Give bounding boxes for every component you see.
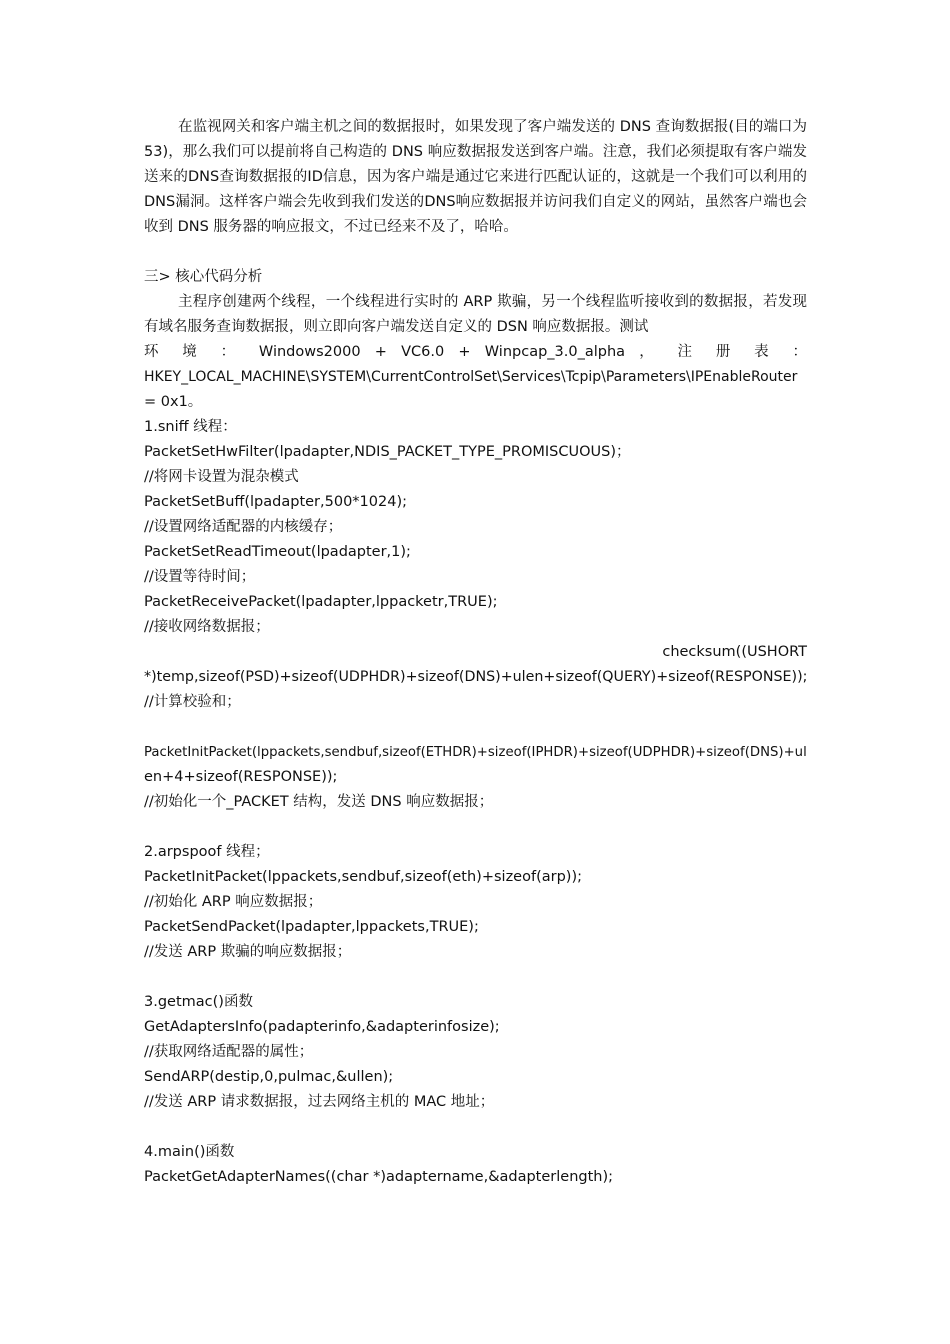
code-comment: //获取网络适配器的属性； xyxy=(144,1044,314,1060)
blank-line xyxy=(144,240,807,265)
getmac-function-title: 3.getmac()函数 xyxy=(144,994,253,1010)
paragraph-main-program: 主程序创建两个线程，一个线程进行实时的 ARP 欺骗，另一个线程监听接收到的数据报，若发现有域名服务查询数据报，则立即向客户端发送自定义的 DSN 响应数据报。测试 xyxy=(144,294,807,335)
code-comment: //设置网络适配器的内核缓存； xyxy=(144,519,343,535)
code-comment: //设置等待时间； xyxy=(144,569,256,585)
blank-line xyxy=(144,965,807,990)
registry-value: = 0x1。 xyxy=(144,394,203,410)
code-comment: //接收网络数据报； xyxy=(144,619,270,635)
code-line: PacketReceivePacket(lpadapter,lppacketr,TRUE); xyxy=(144,594,498,610)
main-function-title: 4.main()函数 xyxy=(144,1144,235,1160)
section-heading: 三> 核心代码分析 xyxy=(144,269,263,285)
init-packet-line-end: en+4+sizeof(RESPONSE)); xyxy=(144,769,338,785)
code-line: SendARP(destip,0,pulmac,&ullen); xyxy=(144,1069,394,1085)
paragraph-test-environment: 环 境 ： Windows2000 + VC6.0 + Winpcap_3.0_alpha ， 注 册 表 ： xyxy=(144,344,807,360)
paragraph-dns-spoof-intro: 在监视网关和客户端主机之间的数据报时，如果发现了客户端发送的 DNS 查询数据报(目的端口为 53)，那么我们可以提前将自己构造的 DNS 响应数据报发送到客户端。注意，我们必须提取有客户端发送来的DNS查询数据报的ID信息，因为客户端是通过它来进行匹配认证的，这就是一个我们可以利用的DNS漏洞。这样客户端会先收到我们发送的DNS响应数据报并访问我们自定义的网站，虽然客户端也会收到 DNS 服务器的响应报文，不过已经来不及了，哈哈。 xyxy=(144,119,807,235)
registry-key: HKEY_LOCAL_MACHINE\SYSTEM\CurrentControlSet\Services\Tcpip\Parameters\IPEnableRouter xyxy=(144,369,798,385)
sniff-thread-title: 1.sniff 线程： xyxy=(144,419,237,435)
code-comment: //初始化一个_PACKET 结构，发送 DNS 响应数据报； xyxy=(144,794,494,810)
blank-line xyxy=(144,815,807,840)
code-line: PacketGetAdapterNames((char *)adaptername,&adapterlength); xyxy=(144,1169,614,1185)
checksum-line-start: checksum((USHORT xyxy=(662,644,807,660)
init-packet-line-start: PacketInitPacket(lppackets,sendbuf,sizeof(ETHDR)+sizeof(IPHDR)+sizeof(UDPHDR)+sizeof(DNS)+ul xyxy=(144,745,807,760)
code-line: PacketSendPacket(lpadapter,lppackets,TRUE); xyxy=(144,919,479,935)
code-line: PacketSetHwFilter(lpadapter,NDIS_PACKET_TYPE_PROMISCUOUS)； xyxy=(144,444,631,460)
code-line: PacketInitPacket(lppackets,sendbuf,sizeof(eth)+sizeof(arp)); xyxy=(144,869,582,885)
code-comment: //初始化 ARP 响应数据报； xyxy=(144,894,323,910)
code-comment: //发送 ARP 欺骗的响应数据报； xyxy=(144,944,352,960)
code-comment: //将网卡设置为混杂模式 xyxy=(144,469,299,485)
code-comment: //计算校验和； xyxy=(144,694,241,710)
blank-line xyxy=(144,715,807,740)
arpspoof-thread-title: 2.arpspoof 线程； xyxy=(144,844,270,860)
document-body xyxy=(144,115,807,1190)
code-comment: //发送 ARP 请求数据报，过去网络主机的 MAC 地址； xyxy=(144,1094,495,1110)
code-line: PacketSetReadTimeout(lpadapter,1); xyxy=(144,544,411,560)
code-line: PacketSetBuff(lpadapter,500*1024); xyxy=(144,494,407,510)
checksum-line-end: *)temp,sizeof(PSD)+sizeof(UDPHDR)+sizeof(DNS)+ulen+sizeof(QUERY)+sizeof(RESPONSE)); xyxy=(144,669,808,685)
code-line: GetAdaptersInfo(padapterinfo,&adapterinfosize); xyxy=(144,1019,500,1035)
blank-line xyxy=(144,1115,807,1140)
